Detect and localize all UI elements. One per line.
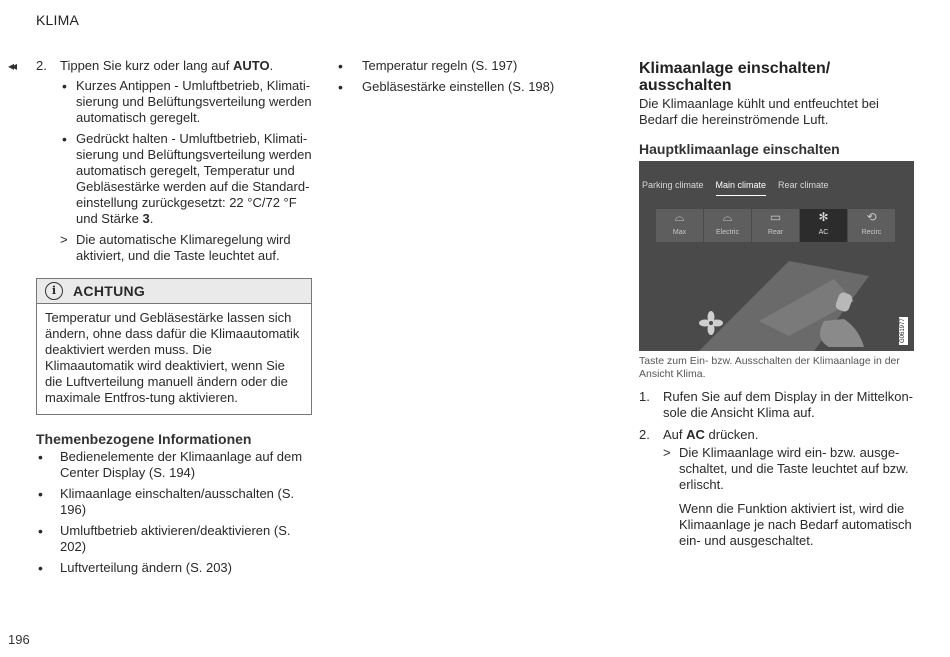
figure-caption: Taste zum Ein- bzw. Ausschalten der Klimaanlage in der Ansicht Klima. [639, 355, 900, 380]
related-link[interactable]: • Luftverteilung ändern (S. 203) [36, 560, 312, 576]
warning-title: ACHTUNG [73, 283, 146, 299]
step-bullet-list [60, 78, 312, 227]
recirculation-icon: ⟲ [866, 210, 877, 224]
result-marker: > [60, 232, 68, 247]
ac-snowflake-icon: ✻ [818, 210, 829, 224]
fan-icon [697, 309, 725, 337]
step-result [663, 445, 915, 549]
step-2 [639, 427, 915, 549]
result-text: Die automatische Klimaregelung wird aktiviert, und die Taste leuchtet auf. [76, 232, 291, 263]
column-right [639, 58, 915, 555]
related-link[interactable]: • Klimaanlage einschalten/ausschalten (S. 196) [36, 486, 312, 518]
back-arrow-icon[interactable]: ◂◂ [8, 59, 15, 73]
warning-header [37, 279, 311, 304]
ac-button[interactable]: ✻ AC [800, 209, 847, 242]
step-2 [36, 58, 312, 264]
related-info-heading: Themenbezogene Informationen [36, 431, 252, 447]
step-text: Tippen Sie kurz oder lang auf AUTO. [60, 58, 274, 73]
related-link[interactable]: • Temperatur regeln (S. 197) [336, 58, 596, 74]
step-number: 2. [639, 427, 650, 442]
result-text: Die Klimaanlage wird ein- bzw. ausge-schaltet, und die Taste leuchtet auf bzw. erlischt. [679, 445, 909, 492]
step-result [60, 232, 312, 264]
climate-tabs [642, 177, 829, 196]
result-note: Wenn die Funktion aktiviert ist, wird die Klimaanlage je nach Bedarf automatisch ein- und ausgeschaltet. [679, 501, 912, 548]
tab-rear-climate[interactable]: Rear climate [778, 180, 829, 190]
auto-keyword: AUTO [232, 58, 270, 73]
section-title: Klimaanlage einschalten/ ausschalten [639, 60, 831, 94]
column-left [36, 58, 312, 581]
step-1 [639, 389, 915, 421]
related-link[interactable]: • Umluftbetrieb aktivieren/deaktivieren (S. 202) [36, 523, 312, 555]
related-info-list-continued [336, 58, 596, 95]
electric-defrost-icon: ⌓ [722, 210, 733, 224]
info-icon: i [45, 282, 63, 300]
image-code: G061977 [900, 318, 906, 344]
procedure-steps [639, 389, 915, 549]
related-link[interactable]: • Bedienelemente der Klimaanlage auf dem Center Display (S. 194) [36, 449, 312, 481]
max-defrost-button[interactable]: ⌓ Max [656, 209, 703, 242]
climate-screen-illustration [639, 161, 914, 351]
step-number: 2. [36, 58, 47, 73]
subsection-title: Hauptklimaanlage einschalten [639, 141, 840, 157]
recirc-button[interactable]: ⟲ Recirc [848, 209, 895, 242]
bullet-long-press: • Gedrückt halten - Umluftbetrieb, Klimati-sierung und Belüftungsverteilung werden automatisch geregelt, Temperatur und Gebläsestärke werden auf die Standard-einstellung zurückgesetzt: 22 °C/72 °F und Stärke 3. [60, 131, 312, 227]
max-defrost-icon: ⌓ [674, 210, 685, 224]
ac-keyword: AC [686, 427, 705, 442]
section-intro: Die Klimaanlage kühlt und entfeuchtet bei Bedarf die hereinströmende Luft. [639, 96, 879, 127]
bullet-short-press: • Kurzes Antippen - Umluftbetrieb, Klimati-sierung und Belüftungsverteilung werden automatisch geregelt. [60, 78, 312, 126]
page-number: 196 [8, 632, 30, 647]
climate-button-row [656, 209, 895, 242]
step-text: Auf AC drücken. [663, 427, 759, 442]
result-marker: > [663, 445, 671, 460]
page-header-title: KLIMA [36, 12, 80, 28]
column-middle [336, 58, 596, 100]
rear-defrost-icon: ▭ [769, 210, 782, 224]
step-text: Rufen Sie auf dem Display in der Mittelkon-sole die Ansicht Klima auf. [663, 389, 914, 420]
tab-parking-climate[interactable]: Parking climate [642, 180, 704, 190]
step-number: 1. [639, 389, 650, 404]
rear-defrost-button[interactable]: ▭ Rear [752, 209, 799, 242]
warning-box [36, 278, 312, 415]
tab-main-climate[interactable]: Main climate [716, 177, 767, 196]
warning-body: Temperatur und Gebläsestärke lassen sich ändern, ohne dass dafür die Klimaautomatik deaktiviert werden muss. Die Klimaautomatik wird deaktiviert, wenn Sie die Luftverteilung manuell ändern oder die maximale Entfros-tung aktivieren. [45, 310, 300, 405]
electric-defrost-button[interactable]: ⌓ Electric [704, 209, 751, 242]
related-link[interactable]: • Gebläsestärke einstellen (S. 198) [336, 79, 596, 95]
related-info-list [36, 449, 312, 576]
